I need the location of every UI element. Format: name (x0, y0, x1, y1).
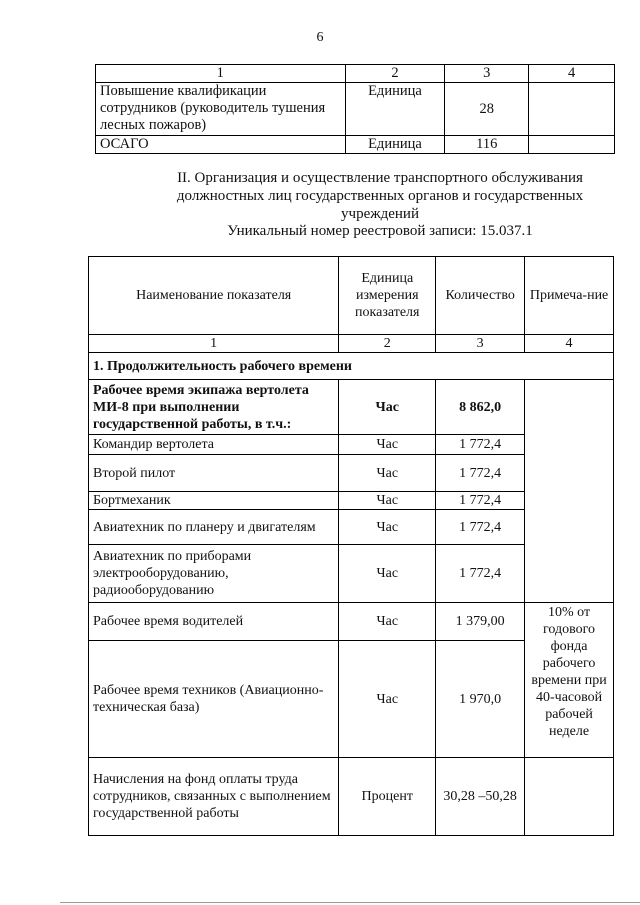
group-title: 1. Продолжительность рабочего времени (89, 353, 614, 380)
quantity-cell: 1 772,4 (436, 510, 525, 545)
table-row (96, 136, 615, 154)
table-header-row (96, 65, 615, 83)
registry-number: Уникальный номер реестровой записи: 15.037.1 (227, 223, 533, 239)
unit-cell: Единица (345, 83, 445, 136)
column-number: 3 (436, 335, 525, 353)
quantity-cell: 116 (445, 136, 529, 154)
table-top (95, 64, 615, 154)
quantity-cell: 30,28 –50,28 (436, 758, 525, 836)
quantity-cell: 1 772,4 (436, 455, 525, 492)
unit-cell: Час (339, 380, 436, 435)
indicator-name: Рабочее время техников (Авиационно-техническая база) (89, 641, 339, 758)
unit-cell: Час (339, 455, 436, 492)
column-number: 2 (345, 65, 445, 83)
column-number: 1 (89, 335, 339, 353)
note-cell-empty (525, 758, 614, 836)
header-quantity: Количество (436, 257, 525, 335)
group-title-row (89, 353, 614, 380)
quantity-cell: 1 379,00 (436, 603, 525, 641)
indicator-name: Рабочее время экипажа вертолета МИ-8 при выполнении государственной работы, в т.ч.: (89, 380, 339, 435)
header-note: Примеча-ние (525, 257, 614, 335)
quantity-cell: 1 772,4 (436, 492, 525, 510)
column-number: 4 (525, 335, 614, 353)
column-number: 3 (445, 65, 529, 83)
quantity-cell: 28 (445, 83, 529, 136)
quantity-cell: 1 970,0 (436, 641, 525, 758)
note-cell-empty (525, 380, 614, 603)
indicator-name: Второй пилот (89, 455, 339, 492)
table-header-row (89, 257, 614, 335)
page-bottom-edge (60, 902, 640, 903)
indicator-name: Бортмеханик (89, 492, 339, 510)
indicator-name: Повышение квалификации сотрудников (руководитель тушения лесных пожаров) (96, 83, 346, 136)
quantity-cell: 8 862,0 (436, 380, 525, 435)
note-cell: 10% от годового фонда рабочего времени при 40-часовой рабочей неделе (525, 603, 614, 758)
column-number: 4 (529, 65, 615, 83)
unit-cell: Час (339, 641, 436, 758)
note-cell (529, 136, 615, 154)
indicator-name: Авиатехник по планеру и двигателям (89, 510, 339, 545)
indicator-name: Авиатехник по приборами электрооборудованию, радиооборудованию (89, 545, 339, 603)
note-cell (529, 83, 615, 136)
indicator-name: Командир вертолета (89, 435, 339, 455)
column-number-row (89, 335, 614, 353)
table-row (89, 380, 614, 435)
section-heading: II. Организация и осуществление транспортного обслуживания должностных лиц государственных органов и государственных учреждений (176, 170, 584, 222)
unit-cell: Единица (345, 136, 445, 154)
page-number: 6 (316, 30, 324, 45)
header-unit: Единица измерения показателя (339, 257, 436, 335)
unit-cell: Час (339, 492, 436, 510)
quantity-cell: 1 772,4 (436, 545, 525, 603)
table-row (89, 603, 614, 641)
unit-cell: Час (339, 545, 436, 603)
table-row (89, 758, 614, 836)
indicator-name: Рабочее время водителей (89, 603, 339, 641)
column-number: 1 (96, 65, 346, 83)
header-indicator-name: Наименование показателя (89, 257, 339, 335)
column-number: 2 (339, 335, 436, 353)
indicator-name: ОСАГО (96, 136, 346, 154)
unit-cell: Час (339, 435, 436, 455)
table-indicators (88, 256, 614, 836)
indicator-name: Начисления на фонд оплаты труда сотрудников, связанных с выполнением государственной работы (89, 758, 339, 836)
table-row (96, 83, 615, 136)
unit-cell: Час (339, 510, 436, 545)
unit-cell: Процент (339, 758, 436, 836)
quantity-cell: 1 772,4 (436, 435, 525, 455)
unit-cell: Час (339, 603, 436, 641)
